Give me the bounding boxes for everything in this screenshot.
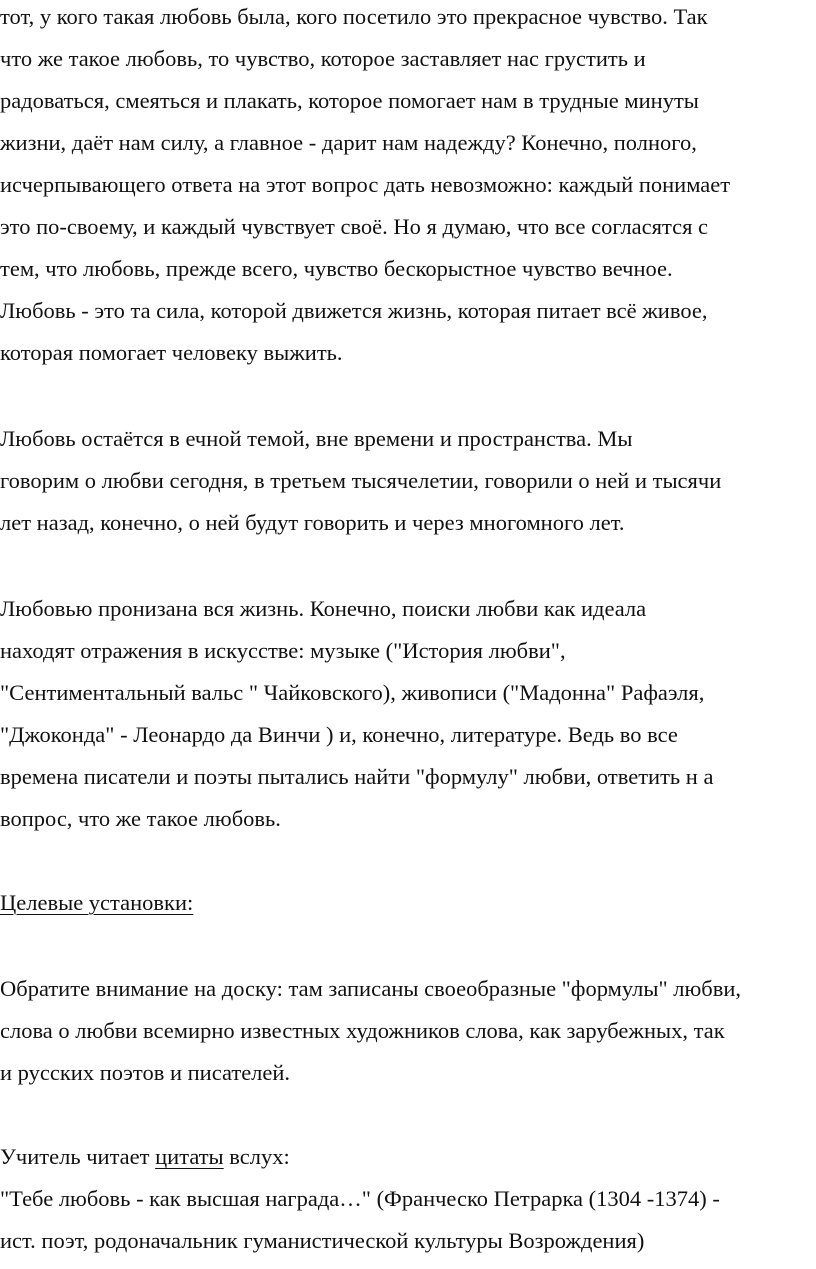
quote-line: "Тебе любовь - как высшая награда…" (Франческо Петрарка (1304 -1374) -: [0, 1186, 720, 1211]
text-line: вопрос, что же такое любовь.: [0, 806, 281, 831]
text-line: исчерпывающего ответа на этот вопрос дать невозможно: каждый понимает: [0, 172, 731, 197]
text-line: это по-своему, и каждый чувствует своё. Но я думаю, что все согласятся с: [0, 214, 709, 239]
text-line: что же такое любовь, то чувство, которое заставляет нас грустить и: [0, 46, 646, 71]
text-line: находят отражения в искусстве: музыке ("История любви",: [0, 638, 566, 663]
text-line: радоваться, смеяться и плакать, которое помогает нам в трудные минуты: [0, 88, 699, 113]
text-line: слова о любви всемирно известных художников слова, как зарубежных, так: [0, 1018, 725, 1043]
text-line: тот, у кого такая любовь была, кого посетило это прекрасное чувство. Так: [0, 4, 708, 29]
text-line: и русских поэтов и писателей.: [0, 1060, 291, 1085]
text-line: времена писатели и поэты пытались найти "формулу" любви, ответить н а: [0, 764, 714, 789]
text-line: "Сентиментальный вальс " Чайковского), живописи ("Мадонна" Рафаэля,: [0, 680, 705, 705]
text-line: которая помогает человеку выжить.: [0, 340, 343, 365]
quote-line: ист. поэт, родоначальник гуманистической культуры Возрождения): [0, 1228, 645, 1253]
teacher-reads-line: [0, 1142, 290, 1172]
text-line: Обратите внимание на доску: там записаны своеобразные "формулы" любви,: [0, 976, 742, 1001]
text-line: тем, что любовь, прежде всего, чувство бескорыстное чувство вечное.: [0, 256, 673, 281]
text-line: жизни, даёт нам силу, а главное - дарит нам надежду? Конечно, полного,: [0, 130, 697, 155]
text-suffix: вслух:: [223, 1144, 290, 1169]
text-line: лет назад, конечно, о ней будут говорить и через многомного лет.: [0, 510, 625, 535]
text-line: "Джоконда" - Леонардо да Винчи ) и, конечно, литературе. Ведь во все: [0, 722, 678, 747]
text-line: Любовь - это та сила, которой движется жизнь, которая питает всё живое,: [0, 298, 708, 323]
text-line: Любовь остаётся в ечной темой, вне времени и пространства. Мы: [0, 426, 633, 451]
section-heading: Целевые установки:: [0, 890, 194, 915]
text-line: Любовью пронизана вся жизнь. Конечно, поиски любви как идеала: [0, 596, 647, 621]
underlined-word: цитаты: [155, 1144, 224, 1169]
text-prefix: Учитель читает: [0, 1144, 156, 1169]
text-line: говорим о любви сегодня, в третьем тысячелетии, говорили о ней и тысячи: [0, 468, 722, 493]
